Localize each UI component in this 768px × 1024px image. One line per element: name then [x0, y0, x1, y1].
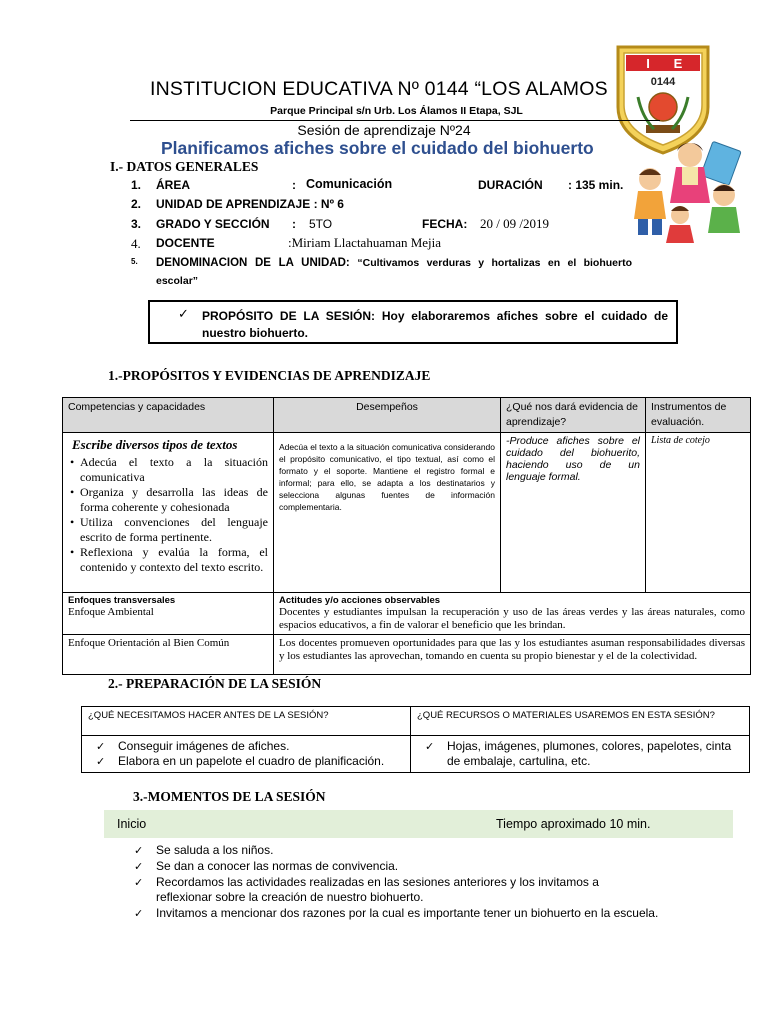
- list-item: [417, 739, 743, 769]
- inicio-label: Inicio: [117, 817, 147, 831]
- datos-denominacion-num: 5.: [131, 257, 138, 266]
- check-icon: ✓: [134, 876, 144, 889]
- teacher-and-children-illustration: [620, 137, 745, 247]
- header-competencias: [63, 398, 274, 433]
- datos-fecha-value: 20 / 09 /2019: [480, 216, 549, 231]
- datos-grado-row: [131, 217, 631, 235]
- datos-docente-label: DOCENTE: [156, 236, 215, 250]
- check-icon: ✓: [134, 844, 144, 857]
- check-icon: ✓: [134, 860, 144, 873]
- table-row: [63, 593, 751, 635]
- datos-docente-row: [131, 236, 631, 254]
- enfoque-ambiental: Enfoque Ambiental: [68, 606, 154, 618]
- school-name: INSTITUCION EDUCATIVA Nº 0144 “LOS ALAMOS: [150, 78, 608, 100]
- datos-duracion-value: : 135 min.: [568, 178, 624, 192]
- list-item-text: Conseguir imágenes de afiches.: [118, 739, 290, 753]
- check-icon: ✓: [134, 907, 144, 920]
- section-momentos-heading: 3.-MOMENTOS DE LA SESIÓN: [133, 789, 326, 804]
- table-row: [63, 635, 751, 675]
- datos-area-num: 1.: [131, 178, 142, 192]
- preparacion-col2-cell: [411, 736, 750, 773]
- preparacion-col1-header: [82, 707, 411, 736]
- header-divider: [130, 120, 660, 121]
- propositos-evidencias-table: [62, 397, 751, 675]
- datos-denominacion-text: [156, 254, 632, 290]
- inicio-time: Tiempo aproximado 10 min.: [496, 817, 651, 831]
- list-item-text: Invitamos a mencionar dos razones por la cual es importante tener un biohuerto en la escuela.: [156, 906, 659, 920]
- datos-denominacion-value: “Cultivamos verduras y hortalizas en el biohuerto escolar”: [156, 257, 633, 287]
- competencia-title: Escribe diversos tipos de textos: [72, 437, 238, 452]
- list-item: [88, 754, 404, 769]
- list-item: [134, 906, 734, 921]
- proposito-box: [148, 300, 678, 344]
- list-item: [88, 739, 404, 754]
- datos-unidad-text: UNIDAD DE APRENDIZAJE : Nº 6: [156, 197, 344, 211]
- enfoques-heading: Enfoques transversales: [68, 595, 176, 606]
- datos-fecha-label: FECHA:: [422, 217, 468, 231]
- actitud-bien-comun: Los docentes promueven oportunidades para que las y los estudiantes asuman responsabilidades diversas y los estudiantes las aprovechan, tomando en cuenta su propio bienestar y el de la colectividad.: [279, 637, 745, 662]
- list-item: • Organiza y desarrolla las ideas de forma coherente y cohesionada: [80, 485, 268, 515]
- list-item-text: Elabora en un papelote el cuadro de planificación.: [118, 754, 385, 768]
- list-item-text: Se dan a conocer las normas de convivencia.: [156, 859, 399, 873]
- preparacion-col2-header: [411, 707, 750, 736]
- cell-actitud-ambiental: [274, 593, 751, 635]
- table-row: [63, 433, 751, 593]
- logo-number: 0144: [650, 76, 676, 88]
- list-item: [134, 843, 734, 858]
- list-item: [134, 859, 734, 874]
- check-icon: ✓: [425, 740, 435, 753]
- cell-instrumento: [646, 433, 751, 593]
- header-evidencia-text: ¿Qué nos dará evidencia de aprendizaje?: [506, 401, 638, 428]
- list-item: • Utiliza convenciones del lenguaje escrito de forma pertinente.: [80, 515, 268, 545]
- cell-actitud-bien-comun: [274, 635, 751, 675]
- datos-area-row: [131, 177, 624, 192]
- session-number: Sesión de aprendizaje Nº24: [297, 122, 471, 138]
- table-header-row: [63, 398, 751, 433]
- list-item: • Adecúa el texto a la situación comunicativa: [80, 455, 268, 485]
- header-instrumentos: [646, 398, 751, 433]
- section-datos-generales-heading: I.- DATOS GENERALES: [110, 159, 259, 174]
- preparacion-col1-cell: [82, 736, 411, 773]
- desempeno-text: Adecúa el texto a la situación comunicativa considerando el propósito comunicativo, el tipo textual, así como el formato y el soporte. Mantiene el registro formal e informal; para ello, se adapta a los destinatarios y selecciona algunas fuentes de información complementaria.: [279, 442, 495, 512]
- table-header-row: [82, 707, 750, 736]
- check-icon: ✓: [96, 740, 106, 753]
- cell-evidencia: [501, 433, 646, 593]
- proposito-text: PROPÓSITO DE LA SESIÓN: Hoy elaboraremos afiches sobre el cuidado de nuestro biohuerto.: [202, 309, 668, 340]
- evidencia-text: -Produce afiches sobre el cuidado del biohuerito, haciendo uso de un lenguaje formal.: [506, 435, 640, 483]
- list-item-text: Se saluda a los niños.: [156, 843, 274, 857]
- datos-denominacion-label: DENOMINACION DE LA UNIDAD:: [156, 257, 350, 269]
- header-competencias-text: Competencias y capacidades: [68, 401, 206, 413]
- datos-grado-colon: :: [292, 217, 296, 231]
- enfoque-bien-comun: Enfoque Orientación al Bien Común: [68, 637, 230, 649]
- header-instrumentos-text: Instrumentos de evaluación.: [651, 401, 727, 428]
- datos-area-colon: :: [292, 178, 296, 192]
- list-item-text: Recordamos las actividades realizadas en las sesiones anteriores y los invitamos a reflexionar sobre la creación de nuestro biohuerto.: [156, 875, 599, 904]
- session-title: Planificamos afiches sobre el cuidado del biohuerto: [161, 138, 594, 158]
- check-icon: ✓: [96, 755, 106, 768]
- section-propositos-heading: 1.-PROPÓSITOS Y EVIDENCIAS DE APRENDIZAJE: [108, 368, 431, 383]
- capacidades-list: [68, 455, 268, 575]
- datos-unidad-row: [131, 197, 344, 211]
- actitud-ambiental: Docentes y estudiantes impulsan la recuperación y uso de las áreas verdes y las áreas naturales, como espacios educativos, a fin de valorar el beneficio que les brindan.: [279, 606, 745, 631]
- actitudes-heading: Actitudes y/o acciones observables: [279, 595, 441, 606]
- list-item: [134, 875, 654, 905]
- preparacion-col1-header-text: ¿QUÉ NECESITAMOS HACER ANTES DE LA SESIÓN?: [88, 710, 329, 721]
- list-item: • Reflexiona y evalúa la forma, el contenido y contexto del texto escrito.: [80, 545, 268, 575]
- header-desempenos-text: Desempeños: [356, 401, 418, 413]
- header-evidencia: [501, 398, 646, 433]
- instrumento-text: Lista de cotejo: [651, 435, 710, 446]
- cell-desempeno: [274, 433, 501, 593]
- datos-docente-num: 4.: [131, 236, 141, 251]
- header-desempenos: [274, 398, 501, 433]
- datos-docente-value: :Miriam Llactahuaman Mejia: [288, 235, 442, 250]
- section-preparacion-heading: 2.- PREPARACIÓN DE LA SESIÓN: [108, 676, 322, 691]
- logo-letter-i: I: [646, 56, 650, 71]
- school-address: Parque Principal s/n Urb. Los Álamos II Etapa, SJL: [270, 105, 523, 117]
- cell-competencias: [63, 433, 274, 593]
- datos-area-label: ÁREA: [156, 178, 191, 192]
- datos-grado-label: GRADO Y SECCIÓN: [156, 217, 270, 231]
- cell-enfoque-ambiental: [63, 593, 274, 635]
- datos-area-value: Comunicación: [306, 177, 393, 191]
- cell-enfoque-bien-comun: [63, 635, 274, 675]
- datos-duracion-label: DURACIÓN: [478, 178, 543, 192]
- datos-grado-num: 3.: [131, 217, 142, 231]
- datos-unidad-num: 2.: [131, 197, 142, 211]
- list-item-text: Hojas, imágenes, plumones, colores, papelotes, cinta de embalaje, cartulina, etc.: [447, 739, 732, 768]
- inicio-bar: [104, 810, 733, 838]
- logo-letter-e: E: [673, 56, 683, 71]
- table-row: [82, 736, 750, 773]
- datos-grado-value: 5TO: [309, 217, 333, 231]
- preparacion-col2-header-text: ¿QUÉ RECURSOS O MATERIALES USAREMOS EN ESTA SESIÓN?: [417, 710, 715, 721]
- check-icon: ✓: [178, 307, 189, 322]
- preparacion-table: [81, 706, 750, 773]
